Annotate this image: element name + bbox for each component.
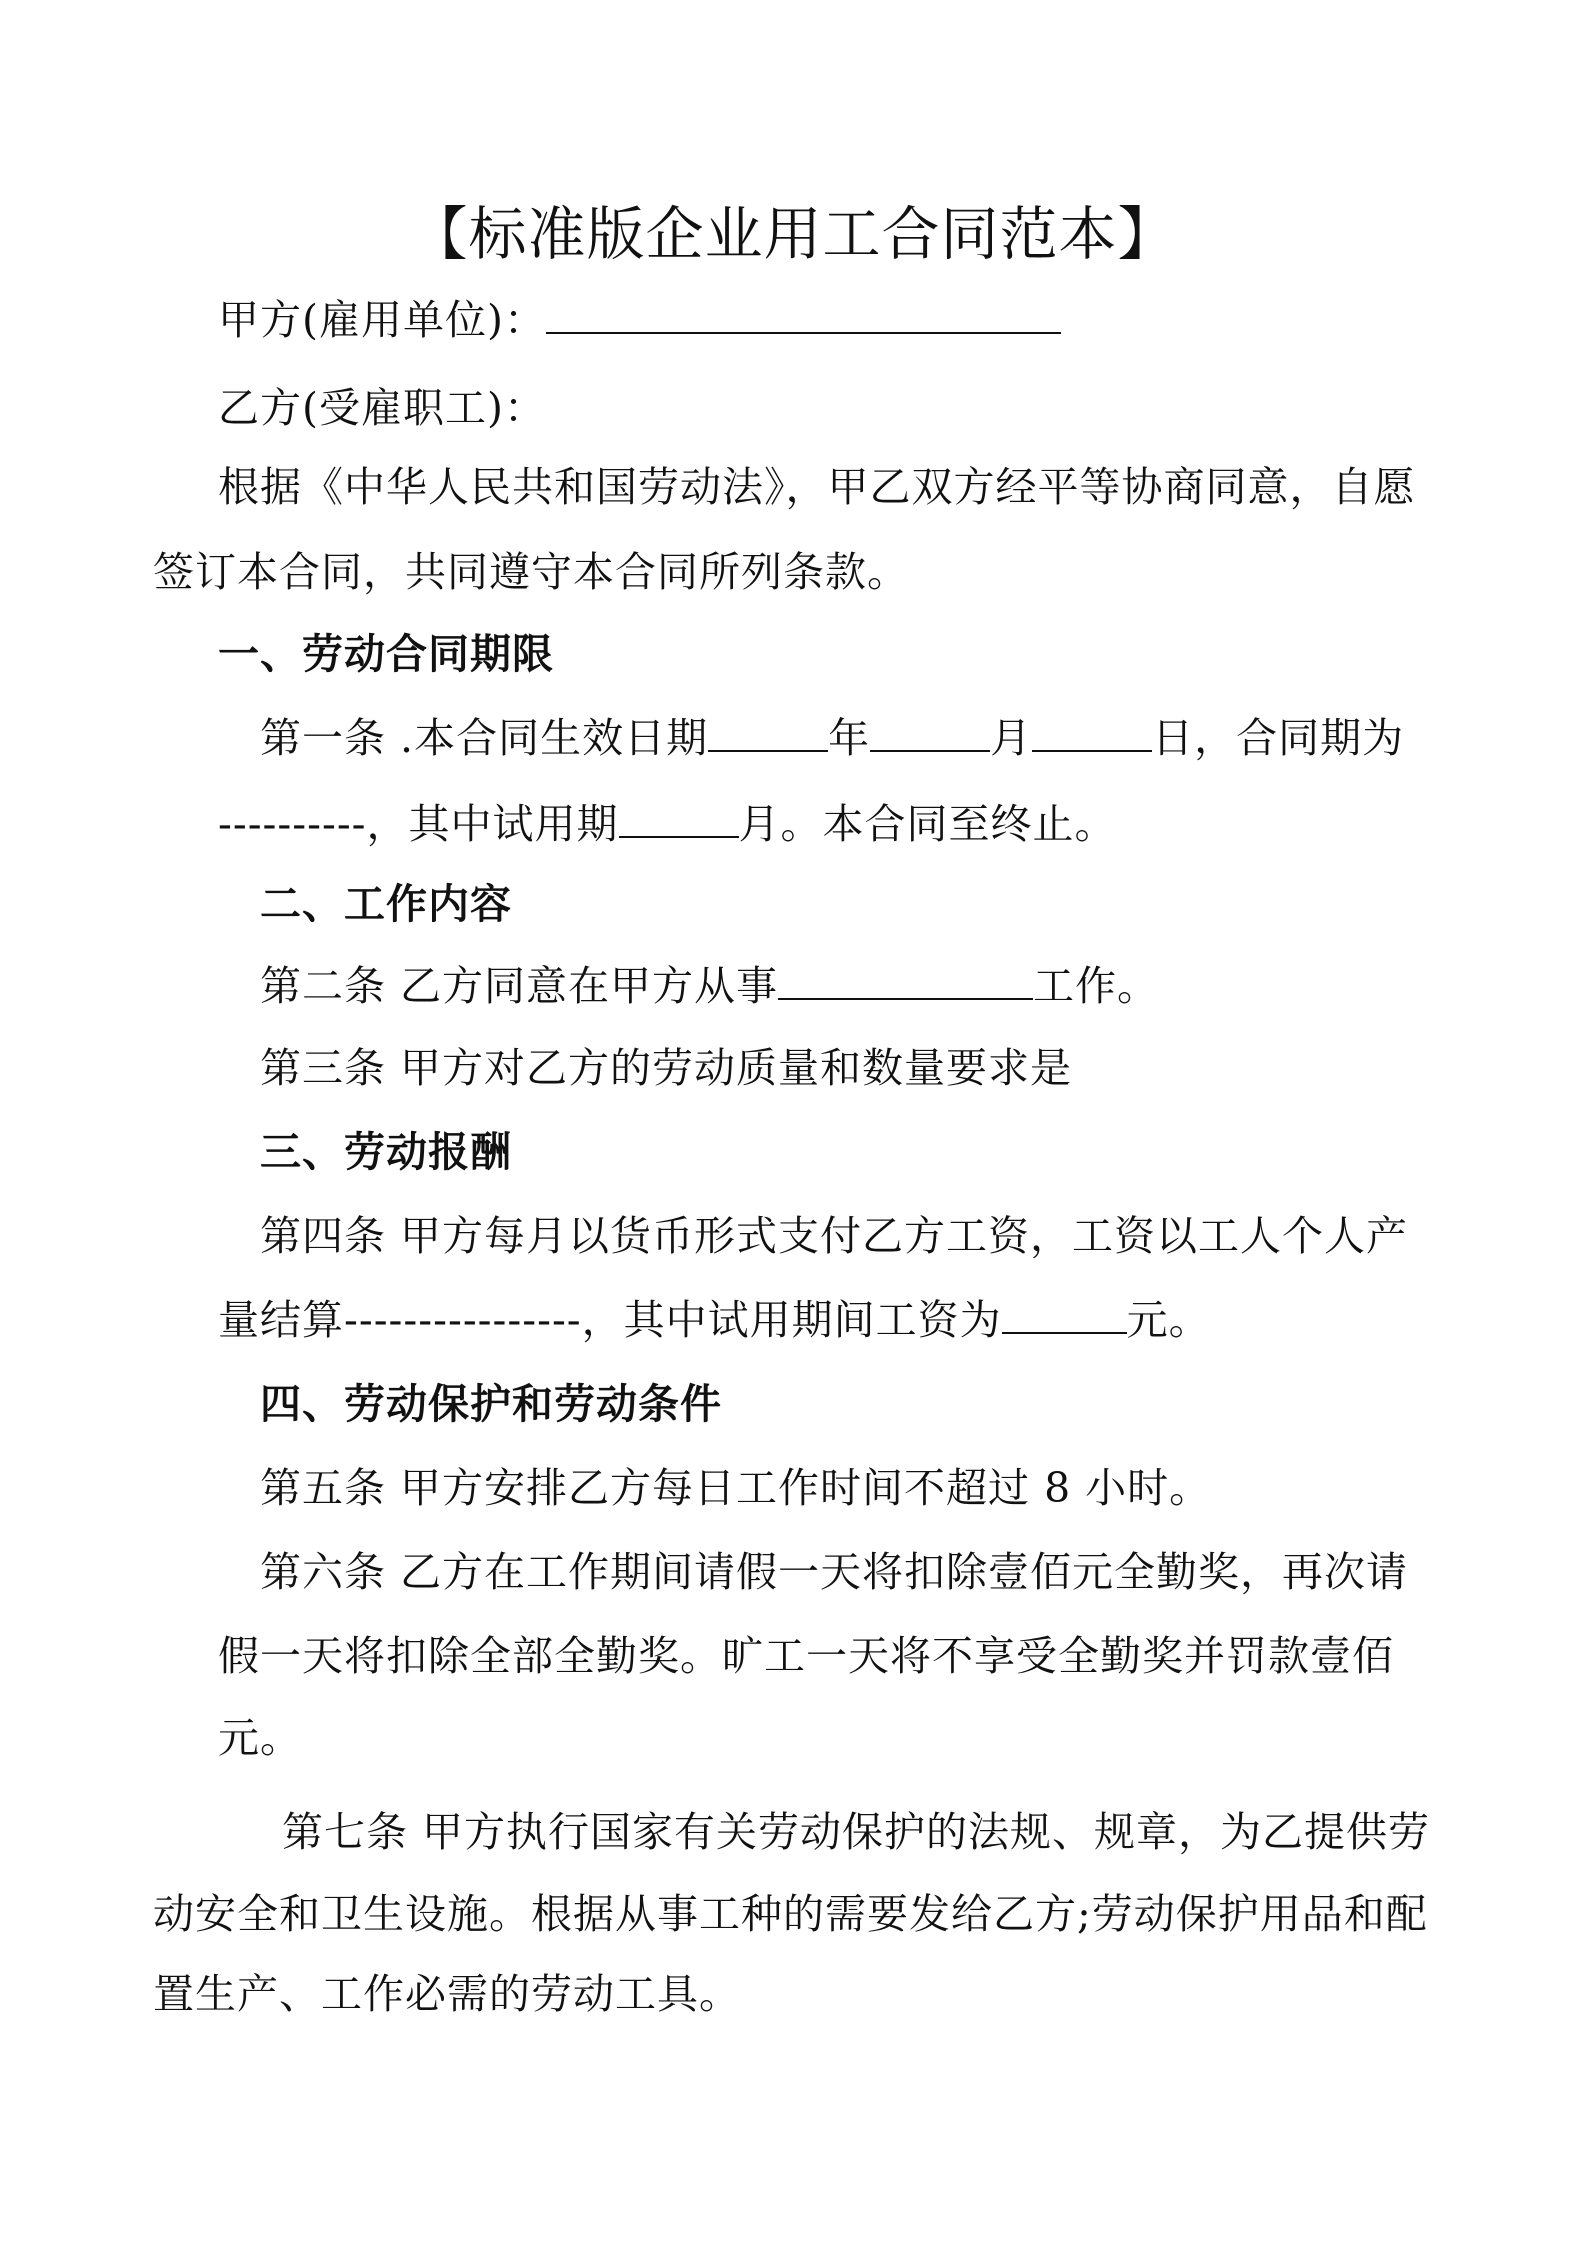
article-4-line-1: 第四条 甲方每月以货币形式支付乙方工资，工资以工人个人产 — [260, 1212, 1409, 1260]
article-2-text-b: 工作。 — [1033, 962, 1160, 1010]
party-b-line — [218, 380, 546, 436]
article-1-text-c: 月。本合同至终止。 — [738, 800, 1117, 848]
section-4-heading: 四、劳动保护和劳动条件 — [260, 1380, 722, 1428]
party-b-label: 乙方(受雇职工)： — [218, 384, 546, 432]
article-6-line-2: 假一天将扣除全部全勤奖。旷工一天将不享受全勤奖并罚款壹佰 — [218, 1632, 1394, 1680]
article-1-text-b: ----------，其中试用期 — [218, 800, 619, 848]
article-7-line-2: 动安全和卫生设施。根据从事工种的需要发给乙方;劳动保护用品和配 — [153, 1890, 1428, 1938]
article-3: 第三条 甲方对乙方的劳动质量和数量要求是 — [260, 1044, 1073, 1092]
probation-wage-blank[interactable] — [1002, 1296, 1127, 1334]
preamble-line-1: 根据《中华人民共和国劳动法》，甲乙双方经平等协商同意，自愿 — [218, 463, 1416, 511]
effective-day-blank[interactable] — [1032, 714, 1152, 752]
effective-month-blank[interactable] — [870, 714, 990, 752]
article-4-text-a: 量结算----------------，其中试用期间工资为 — [218, 1296, 1002, 1344]
party-a-label: 甲方(雇用单位)： — [218, 296, 546, 344]
article-1-line-2 — [218, 796, 1117, 852]
job-title-blank[interactable] — [778, 962, 1033, 1000]
month-label: 月 — [990, 714, 1033, 762]
article-2-text-a: 第二条 乙方同意在甲方从事 — [260, 962, 779, 1010]
article-6-line-3: 元。 — [218, 1714, 302, 1762]
article-2 — [260, 958, 1159, 1014]
article-4-text-b: 元。 — [1126, 1296, 1211, 1344]
article-7-line-3: 置生产、工作必需的劳动工具。 — [153, 1970, 741, 2018]
probation-months-blank[interactable] — [619, 800, 739, 838]
party-a-line — [218, 292, 1061, 348]
page-title: 【标准版企业用工合同范本】 — [409, 200, 1177, 268]
section-1-heading: 一、劳动合同期限 — [218, 630, 554, 678]
article-7-line-1: 第七条 甲方执行国家有关劳动保护的法规、规章，为乙提供劳 — [282, 1808, 1431, 1856]
section-3-heading: 三、劳动报酬 — [260, 1128, 512, 1176]
article-4-line-2 — [218, 1292, 1211, 1348]
preamble-line-2: 签订本合同，共同遵守本合同所列条款。 — [153, 548, 909, 596]
article-6-line-1: 第六条 乙方在工作期间请假一天将扣除壹佰元全勤奖，再次请 — [260, 1548, 1409, 1596]
party-a-blank[interactable] — [546, 296, 1061, 334]
effective-year-blank[interactable] — [708, 714, 828, 752]
section-2-heading: 二、工作内容 — [260, 880, 512, 928]
article-1-text-a: 第一条 .本合同生效日期 — [260, 714, 709, 762]
year-label: 年 — [828, 714, 871, 762]
article-5: 第五条 甲方安排乙方每日工作时间不超过 8 小时。 — [260, 1464, 1212, 1512]
day-contract-term-label: 日，合同期为 — [1152, 714, 1405, 762]
article-1-line-1 — [260, 710, 1404, 766]
